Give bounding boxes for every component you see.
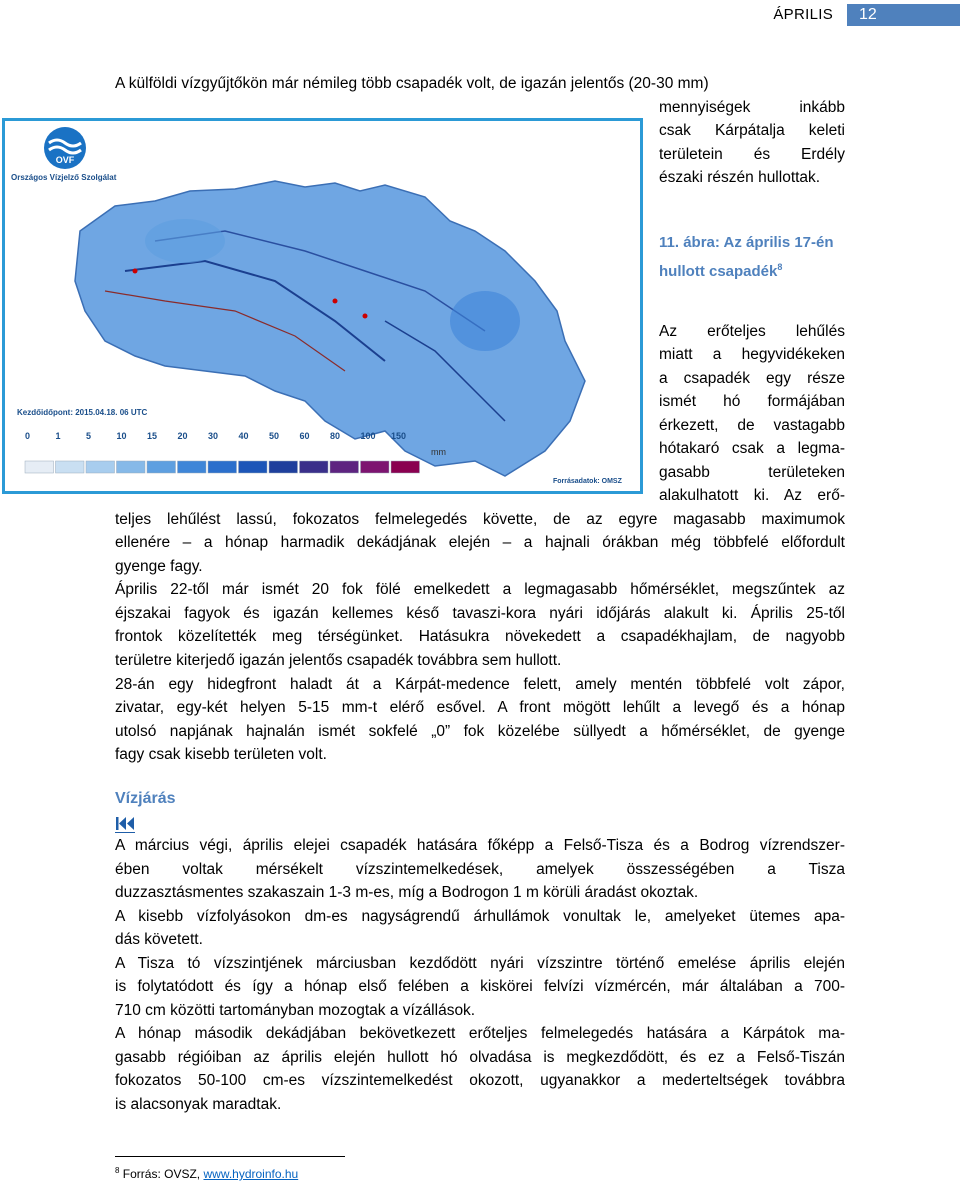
footnote — [115, 1163, 298, 1182]
side-line-6: hótakaró csak a legma- — [659, 440, 845, 457]
legend-tick-label: 100 — [360, 431, 376, 441]
footnote-separator — [115, 1156, 345, 1157]
legend-swatch — [330, 461, 359, 473]
side-line-1: Az erőteljes lehűlés — [659, 323, 845, 340]
caption-text: 11. ábra: Az április 17-én hullott csapadék — [659, 234, 834, 280]
intro-right-2: csak Kárpátalja keleti — [659, 122, 845, 139]
legend-swatch — [56, 461, 85, 473]
footnote-number: 8 — [115, 1166, 120, 1175]
p3-line-2: zivatar, egy-két helyen 5-15 mm-t elérő esővel. A front mögött lehűlt a levegő és a hónap — [115, 699, 845, 716]
legend-tick-label: 10 — [116, 431, 127, 441]
legend-swatch — [147, 461, 176, 473]
start-label: Kezdőidőpont: 2015.04.18. 06 UTC — [17, 408, 148, 417]
legend-tick-label: 0 — [25, 431, 31, 441]
logo-text: OVF — [55, 155, 75, 165]
legend-tick-label: 40 — [238, 431, 249, 441]
w3-line-2: is folytatódott és így a hónap első felében a kiskörei felvízi vízmércén, már általában a 700- — [115, 978, 845, 995]
legend-swatch — [391, 461, 420, 473]
legend-tick-label: 150 — [391, 431, 407, 441]
org-name: Országos Vízjelző Szolgálat — [11, 173, 117, 182]
w4-line-2: gasabb régióiban az április elején hullott hó olvadása is megkezdődött, és ez a Felső-Tiszán — [115, 1049, 845, 1066]
legend-swatch — [300, 461, 329, 473]
running-header-month: ÁPRILIS — [773, 6, 833, 23]
side-line-2: miatt a hegyvidékeken — [659, 346, 845, 363]
legend-tick-label: 15 — [147, 431, 158, 441]
w1-line-2: ében voltak mérsékelt vízszintemelkedések, amelyek összességében a Tisza — [115, 861, 845, 878]
legend-swatch — [239, 461, 268, 473]
legend-swatch — [117, 461, 146, 473]
w2-line-1: A kisebb vízfolyásokon dm-es nagyságrendű árhullámok vonultak le, amelyeket ütemes apa- — [115, 908, 845, 925]
map-graphic — [5, 121, 640, 491]
w4-line-1: A hónap második dekádjában bekövetkezett erőteljes felmelegedés hatására a Kárpátok ma- — [115, 1025, 845, 1042]
side-line-5: érkezett, de vastagabb — [659, 417, 845, 434]
page-number: 12 — [847, 4, 960, 26]
intro-line: A külföldi vízgyűjtőkön már némileg több csapadék volt, de igazán jelentős (20-30 mm) — [115, 75, 709, 92]
p3-line-4: fagy csak kisebb területen volt. — [115, 746, 327, 763]
legend-swatch — [208, 461, 237, 473]
legend-swatch — [178, 461, 207, 473]
legend-bar — [25, 461, 420, 473]
w3-line-1: A Tisza tó vízszintjének márciusban kezdődött nyári vízszintre történő emelése április elején — [115, 955, 845, 972]
p1-line-1: teljes lehűlést lassú, fokozatos felmelegedés követte, de az egyre magasabb maximumok — [115, 511, 845, 528]
legend-swatch — [25, 461, 54, 473]
side-line-8: alakulhatott ki. Az erő- — [659, 487, 845, 504]
legend-tick-label: 1 — [55, 431, 61, 441]
p2-line-1: Április 22-től már ismét 20 fok fölé emelkedett a legmagasabb hőmérséklet, megszűntek az — [115, 581, 845, 598]
precipitation-map — [2, 118, 643, 494]
w1-line-1: A március végi, április elejei csapadék hatására főképp a Felső-Tisza és a Bodrog vízrendszer- — [115, 837, 845, 854]
skip-back-icon — [115, 816, 135, 831]
caption-footnote-ref: 8 — [777, 262, 783, 272]
legend-tick-label: 20 — [177, 431, 188, 441]
w4-line-3: fokozatos 50-100 cm-es vízszintemelkedést okozott, ugyanakkor a mederteltségek továbbra — [115, 1072, 845, 1089]
w4-line-4: is alacsonyak maradtak. — [115, 1096, 282, 1113]
p3-line-1: 28-án egy hidegfront haladt át a Kárpát-medence felett, amely mentén többfelé volt zápor, — [115, 676, 845, 693]
p2-line-3: frontok közelítették meg térségünket. Hatásukra növekedett a csapadékhajlam, de nagyobb — [115, 628, 845, 645]
w1-line-3: duzzasztásmentes szakaszain 1-3 m-es, míg a Bodrogon 1 m körüli áradást okoztak. — [115, 884, 699, 901]
intro-right-1: mennyiségek inkább — [659, 99, 845, 116]
map-source: Forrásadatok: OMSZ — [553, 478, 622, 485]
legend-tick-label: 5 — [86, 431, 92, 441]
legend-tick-label: 30 — [208, 431, 219, 441]
section-title: Vízjárás — [115, 790, 176, 807]
legend-unit: mm — [431, 447, 446, 457]
figure-caption — [659, 231, 849, 284]
side-line-7: gasabb területeken — [659, 464, 845, 481]
w2-line-2: dás követett. — [115, 931, 203, 948]
legend-swatch — [269, 461, 298, 473]
legend-tick-label: 50 — [269, 431, 280, 441]
legend-swatch — [361, 461, 390, 473]
legend-swatch — [86, 461, 115, 473]
footnote-text: Forrás: OVSZ, — [122, 1167, 204, 1181]
intro-right-3: területein és Erdély — [659, 146, 845, 163]
side-line-3: a csapadék egy része — [659, 370, 845, 387]
p2-line-4: területre kiterjedő igazán jelentős csapadék továbbra sem hullott. — [115, 652, 562, 669]
p1-line-2: ellenére – a hónap harmadik dekádjának elején – a hajnali órákban még többfelé előfordult — [115, 534, 845, 551]
legend-tick-label: 80 — [330, 431, 341, 441]
ovf-logo — [44, 127, 86, 169]
footnote-link[interactable]: www.hydroinfo.hu — [203, 1167, 299, 1181]
legend-tick-label: 60 — [299, 431, 310, 441]
side-line-4: ismét hó formájában — [659, 393, 845, 410]
w3-line-3: 710 cm közötti tartományban mozogtak a vízállások. — [115, 1002, 476, 1019]
p3-line-3: utolsó napjának hajnalán ismét sokfelé „0” fok közelébe süllyedt a hőmérséklet, de gyenge — [115, 723, 845, 740]
intro-right-4: északi részén hullottak. — [659, 169, 821, 186]
p1-line-3: gyenge fagy. — [115, 558, 203, 575]
back-to-top-icon[interactable] — [115, 816, 135, 833]
p2-line-2: éjszakai fagyok és igazán kellemes késő tavaszi-kora nyári időjárás alakult ki. Április 25-től — [115, 605, 845, 622]
